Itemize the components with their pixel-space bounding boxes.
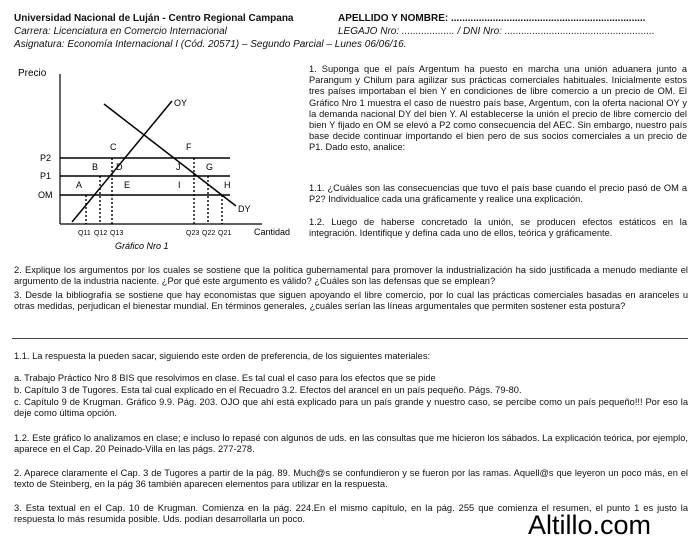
site-watermark: Altillo.com	[528, 510, 652, 540]
answer-1-2: 1.2. Este gráfico lo analizamos en clase; e incluso lo repasé con algunos de uds. en las consultas que me hicieron los sábados. La explicación teórica, por ejemplo, aparece en el Cap. 20 Peinado-Villa en las págs. 277-278.	[14, 433, 688, 455]
question-3: 3. Desde la bibliografía se sostiene que hay economistas que siguen apoyando el libre comercio, por lo cual las prácticas comerciales basadas en aranceles u otras medidas, perjudican el bienestar mundial. En términos generales, ¿cuáles serían las líneas argumentales que permiten sostener esta postura?	[14, 290, 688, 312]
area-label-f: F	[186, 142, 192, 152]
area-label-d: D	[116, 162, 123, 172]
y-axis-label: Precio	[18, 68, 47, 79]
legajo-field-label: LEGAJO Nro: ................... / DNI Nro: ......................................................	[338, 26, 655, 37]
area-label-i: I	[178, 180, 181, 190]
price-label-om: OM	[38, 190, 53, 200]
supply-curve-label: OY	[174, 98, 188, 108]
quantity-label-q11: Q11	[78, 230, 91, 237]
answer-3: 3. Esta textual en el Cap. 10 de Krugman. Comienza en la pág. 224.En el mismo capítulo, en la pág. 255 que comienza el resumen, el punto 1 es justo la respuesta lo más resumida posible. Uds. podían desarrollarla un poco.	[14, 503, 688, 525]
area-label-a: A	[76, 180, 83, 190]
answer-1-1-c: c. Capítulo 9 de Krugman. Gráfico 9.9. Pág. 203. OJO que ahí está explicado para un país grande y nuestro caso, se percibe como un país pequeño!!! Por eso la deje como última opción.	[14, 397, 688, 419]
supply-demand-diagram	[12, 64, 302, 256]
area-label-h: H	[224, 180, 231, 190]
quantity-label-q13: Q13	[110, 230, 124, 237]
quantity-label-q12: Q12	[94, 230, 108, 237]
price-label-p2: P2	[40, 153, 52, 163]
area-label-b: B	[92, 162, 99, 172]
university-title: Universidad Nacional de Luján - Centro Regional Campana	[14, 13, 294, 24]
section-divider	[12, 338, 688, 339]
area-label-e: E	[124, 180, 131, 190]
quantity-label-q22: Q22	[202, 230, 216, 237]
area-label-j: J	[176, 162, 181, 172]
answer-1-1-a: a. Trabajo Práctico Nro 8 BIS que resolvimos en clase. Es tal cual el caso para los efectos que se pide	[14, 373, 436, 383]
question-2: 2. Explique los argumentos por los cuales se sostiene que la política gubernamental para promover la industrialización ha sido justificada a menudo mediante el argumento de la industria naciente. ¿Por qué este argumento es válido? ¿Cuáles son las defensas que se emplean?	[14, 265, 688, 287]
career-line: Carrera: Licenciatura en Comercio Internacional	[14, 26, 227, 37]
subject-line: Asignatura: Economía Internacional I (Cód. 20571) – Segundo Parcial – Lunes 06/06/16.	[14, 39, 407, 50]
price-label-p1: P1	[40, 171, 52, 181]
question-1: 1. Suponga que el país Argentum ha puesto en marcha una unión aduanera junto a Parangum y Chilum para agilizar sus prácticas comerciales habituales. Inicialmente estos tres países importaban el bien Y en condiciones de libre comercio a un precio de OM. El Gráfico Nro 1 muestra el caso de nuestro país base, Argentum, con la oferta nacional OY y la demanda nacional DY del bien Y. Al establecerse la unión el precio de libre comercio del bien Y fijado en OM se elevó a P2 como consecuencia del AEC. Sin embargo, nuestro país base decide continuar importando el bien pero de sus socios comerciales a un precio de P1. Dado esto, analice:	[309, 64, 687, 153]
diagram-caption: Gráfico Nro 1	[115, 241, 169, 251]
answer-2: 2. Aparece claramente el Cap. 3 de Tugores a partir de la pág. 89. Much@s se confundieron y se fueron por las ramas. Aquell@s que leyeron un poco más, en el texto de Steinberg, en la pág 36 también aparecen elementos para utilizar en la respuesta.	[14, 468, 688, 490]
demand-curve-dy	[104, 104, 236, 206]
question-1-1: 1.1. ¿Cuáles son las consecuencias que tuvo el país base cuando el precio pasó de OM a P2? Individualice cada una gráficamente y realice una explicación.	[309, 183, 687, 205]
area-label-c: C	[110, 142, 117, 152]
name-field-label: APELLIDO Y NOMBRE: ......................................................................	[338, 13, 646, 24]
area-label-g: G	[206, 162, 214, 172]
answer-1-1-b: b. Capítulo 3 de Tugores. Esta tal cual explicado en el Recuadro 3.2. Efectos del arancel en un país pequeño. Págs. 79-80.	[14, 385, 522, 395]
demand-curve-label: DY	[238, 204, 251, 214]
quantity-label-q21: Q21	[218, 230, 232, 237]
quantity-label-q23: Q23	[186, 230, 200, 237]
question-1-2: 1.2. Luego de haberse concretado la unión, se producen efectos estáticos en la integración. Identifique y defina cada uno de ellos, teórica y gráficamente.	[309, 217, 687, 239]
x-axis-label: Cantidad	[254, 227, 291, 237]
answer-1-1-intro: 1.1. La respuesta la pueden sacar, siguiendo este orden de preferencia, de los siguientes materiales:	[14, 351, 431, 361]
